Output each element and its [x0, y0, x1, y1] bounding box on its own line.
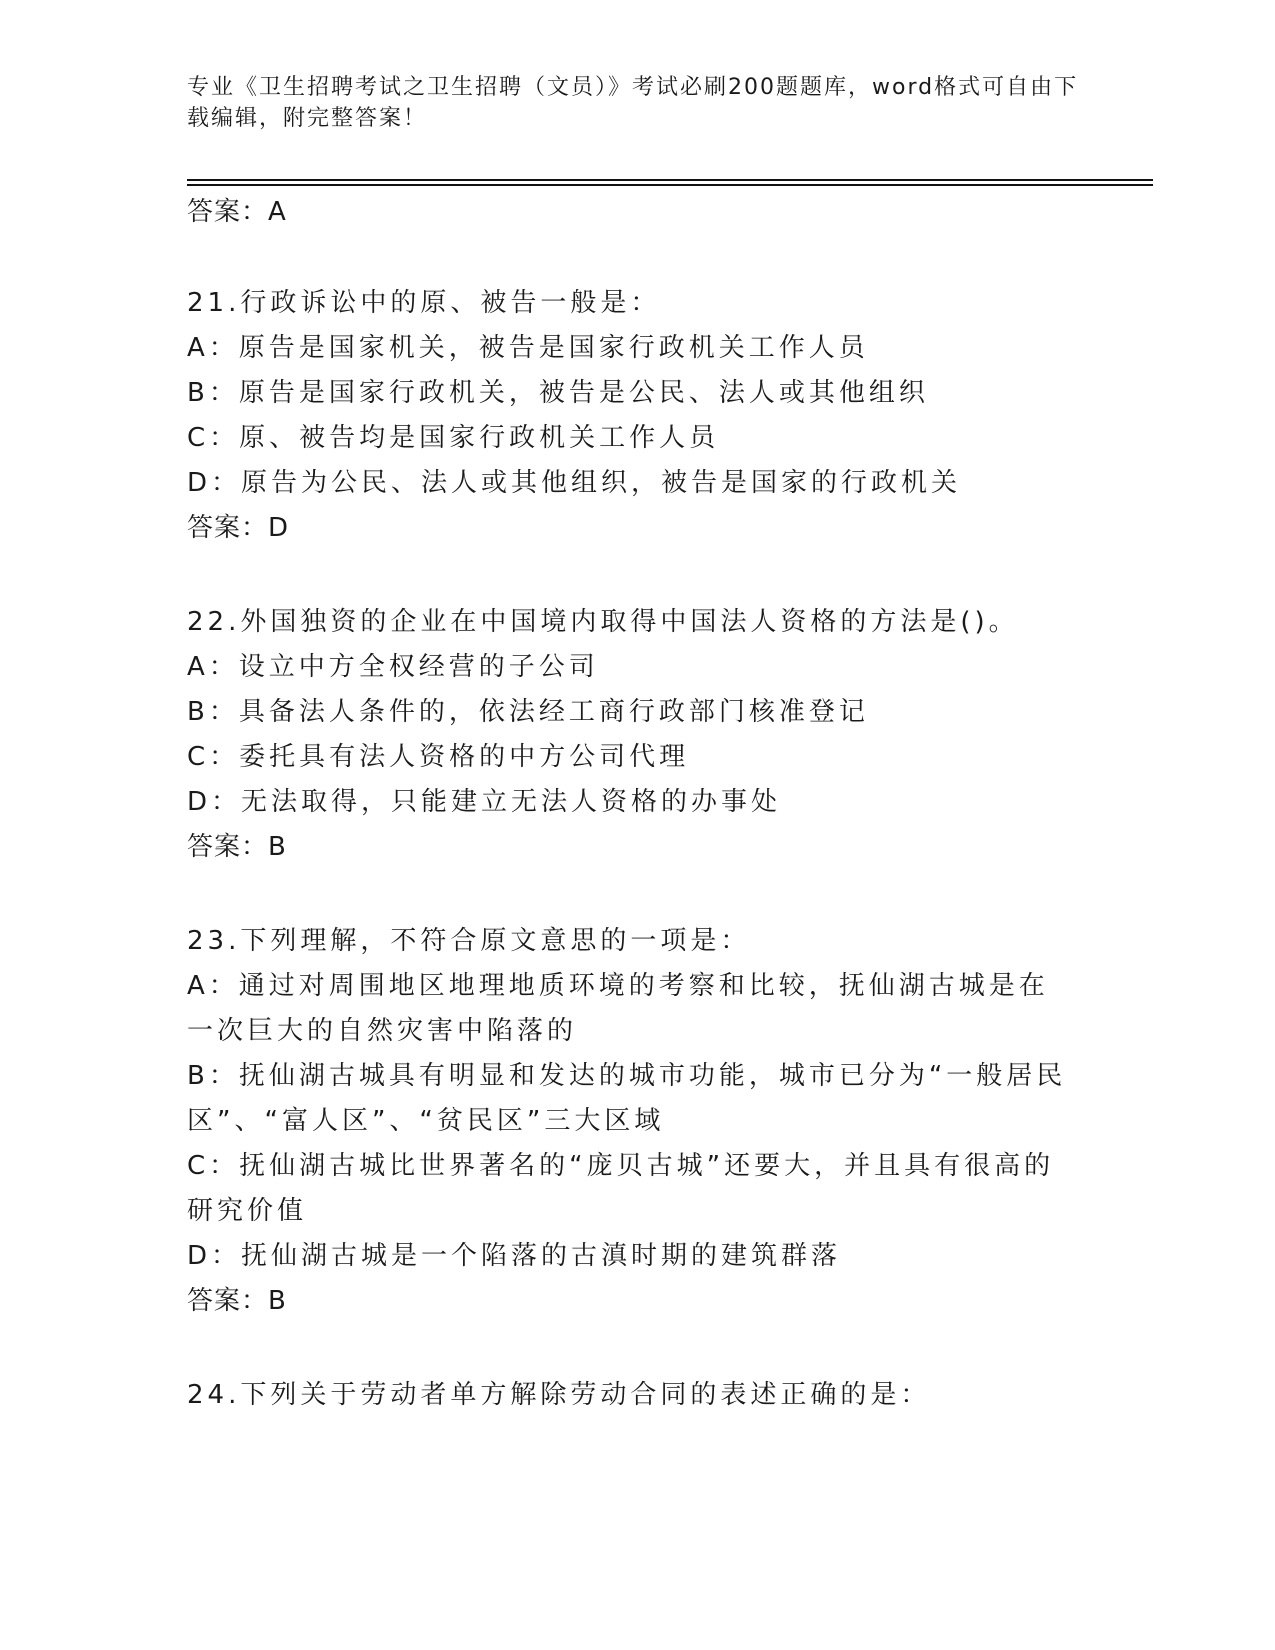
question-answer: 答案：B [187, 1286, 287, 1316]
option-d: D：抚仙湖古城是一个陷落的古滇时期的建筑群落 [187, 1241, 842, 1271]
option-a: A：设立中方全权经营的子公司 [187, 652, 599, 682]
header-divider-bottom [187, 184, 1153, 186]
question-24 [187, 1373, 1087, 1418]
header-text: 专业《卫生招聘考试之卫生招聘（文员）》考试必刷200题题库，word格式可自由下载编辑，附完整答案！ [187, 75, 1079, 131]
option-a: A：原告是国家机关，被告是国家行政机关工作人员 [187, 333, 869, 363]
question-answer: 答案：D [187, 513, 290, 543]
question-21 [187, 281, 1087, 551]
question-answer: 答案：B [187, 832, 287, 862]
previous-answer: 答案：A [187, 197, 287, 227]
question-stem: 24.下列关于劳动者单方解除劳动合同的表述正确的是： [187, 1380, 931, 1410]
option-b: B：抚仙湖古城具有明显和发达的城市功能，城市已分为“一般居民区”、“富人区”、“贫民区”三大区域 [187, 1061, 1067, 1136]
document-body [187, 192, 1087, 1418]
option-c: C：委托具有法人资格的中方公司代理 [187, 742, 690, 772]
header-divider-top [187, 179, 1153, 181]
question-stem: 21.行政诉讼中的原、被告一般是： [187, 288, 661, 318]
option-b: B：原告是国家行政机关，被告是公民、法人或其他组织 [187, 378, 929, 408]
option-c: C：原、被告均是国家行政机关工作人员 [187, 423, 720, 453]
option-d: D：原告为公民、法人或其他组织，被告是国家的行政机关 [187, 468, 962, 498]
question-23 [187, 919, 1087, 1324]
option-a: A：通过对周围地区地理地质环境的考察和比较，抚仙湖古城是在一次巨大的自然灾害中陷落的 [187, 971, 1049, 1046]
option-c: C：抚仙湖古城比世界著名的“庞贝古城”还要大，并且具有很高的研究价值 [187, 1151, 1055, 1226]
option-b: B：具备法人条件的，依法经工商行政部门核准登记 [187, 697, 869, 727]
question-22 [187, 600, 1087, 870]
question-stem: 23.下列理解，不符合原文意思的一项是： [187, 926, 751, 956]
document-header [187, 72, 1087, 134]
question-stem: 22.外国独资的企业在中国境内取得中国法人资格的方法是()。 [187, 607, 1019, 637]
option-d: D：无法取得，只能建立无法人资格的办事处 [187, 787, 782, 817]
